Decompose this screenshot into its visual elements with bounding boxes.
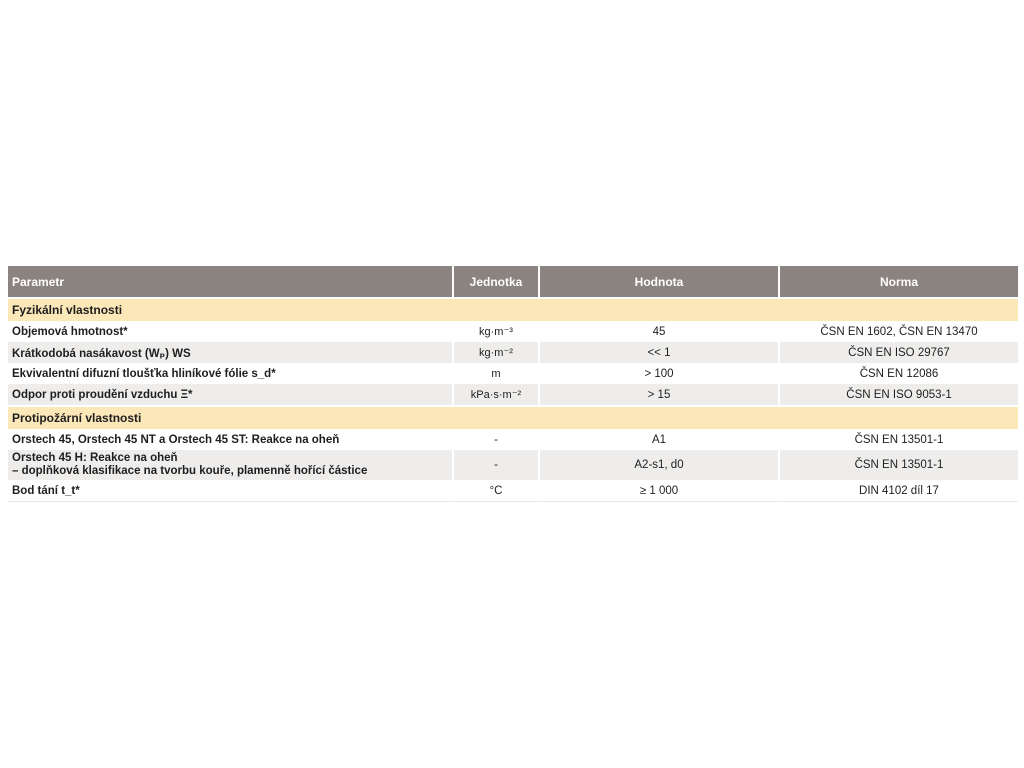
header-norma: Norma xyxy=(778,266,1018,297)
table-row xyxy=(8,384,1018,405)
param-cell: Ekvivalentní difuzní tloušťka hliníkové fólie s_d* xyxy=(8,363,452,384)
table-row xyxy=(8,480,1018,502)
section-row-protipozarni xyxy=(8,405,1018,429)
header-jednotka: Jednotka xyxy=(452,266,538,297)
norm-cell: ČSN EN 1602, ČSN EN 13470 xyxy=(778,321,1018,342)
unit-cell: - xyxy=(452,450,538,480)
norm-cell: ČSN EN 13501-1 xyxy=(778,450,1018,480)
unit-cell: m xyxy=(452,363,538,384)
table-row xyxy=(8,429,1018,450)
param-cell xyxy=(8,450,452,480)
value-cell: > 15 xyxy=(538,384,778,405)
norm-cell: ČSN EN ISO 9053-1 xyxy=(778,384,1018,405)
value-cell: > 100 xyxy=(538,363,778,384)
parameters-table xyxy=(8,266,1018,502)
param-line-2: – doplňková klasifikace na tvorbu kouře, plamenně hořící částice xyxy=(12,465,368,477)
unit-cell: kg·m⁻² xyxy=(452,342,538,363)
param-cell: Orstech 45, Orstech 45 NT a Orstech 45 ST: Reakce na oheň xyxy=(8,429,452,450)
param-line-1: Orstech 45 H: Reakce na oheň xyxy=(12,452,178,464)
section-row-fyzikalni xyxy=(8,297,1018,321)
table-row xyxy=(8,363,1018,384)
value-cell: ≥ 1 000 xyxy=(538,480,778,502)
norm-cell: ČSN EN 13501-1 xyxy=(778,429,1018,450)
param-cell: Odpor proti proudění vzduchu Ξ* xyxy=(8,384,452,405)
norm-cell: ČSN EN ISO 29767 xyxy=(778,342,1018,363)
unit-cell: kg·m⁻³ xyxy=(452,321,538,342)
unit-cell: °C xyxy=(452,480,538,502)
table-row xyxy=(8,342,1018,363)
header-parametr: Parametr xyxy=(8,266,452,297)
norm-cell: DIN 4102 díl 17 xyxy=(778,480,1018,502)
param-cell: Bod tání t_t* xyxy=(8,480,452,502)
section-title: Protipožární vlastnosti xyxy=(8,405,1018,429)
header-hodnota: Hodnota xyxy=(538,266,778,297)
value-cell: 45 xyxy=(538,321,778,342)
value-cell: A1 xyxy=(538,429,778,450)
value-cell: A2-s1, d0 xyxy=(538,450,778,480)
section-title: Fyzikální vlastnosti xyxy=(8,297,1018,321)
param-cell: Krátkodobá nasákavost (Wₚ) WS xyxy=(8,342,452,363)
table-row xyxy=(8,321,1018,342)
table-header-row xyxy=(8,266,1018,297)
unit-cell: kPa·s·m⁻² xyxy=(452,384,538,405)
value-cell: << 1 xyxy=(538,342,778,363)
unit-cell: - xyxy=(452,429,538,450)
param-cell: Objemová hmotnost* xyxy=(8,321,452,342)
norm-cell: ČSN EN 12086 xyxy=(778,363,1018,384)
table-row xyxy=(8,450,1018,480)
